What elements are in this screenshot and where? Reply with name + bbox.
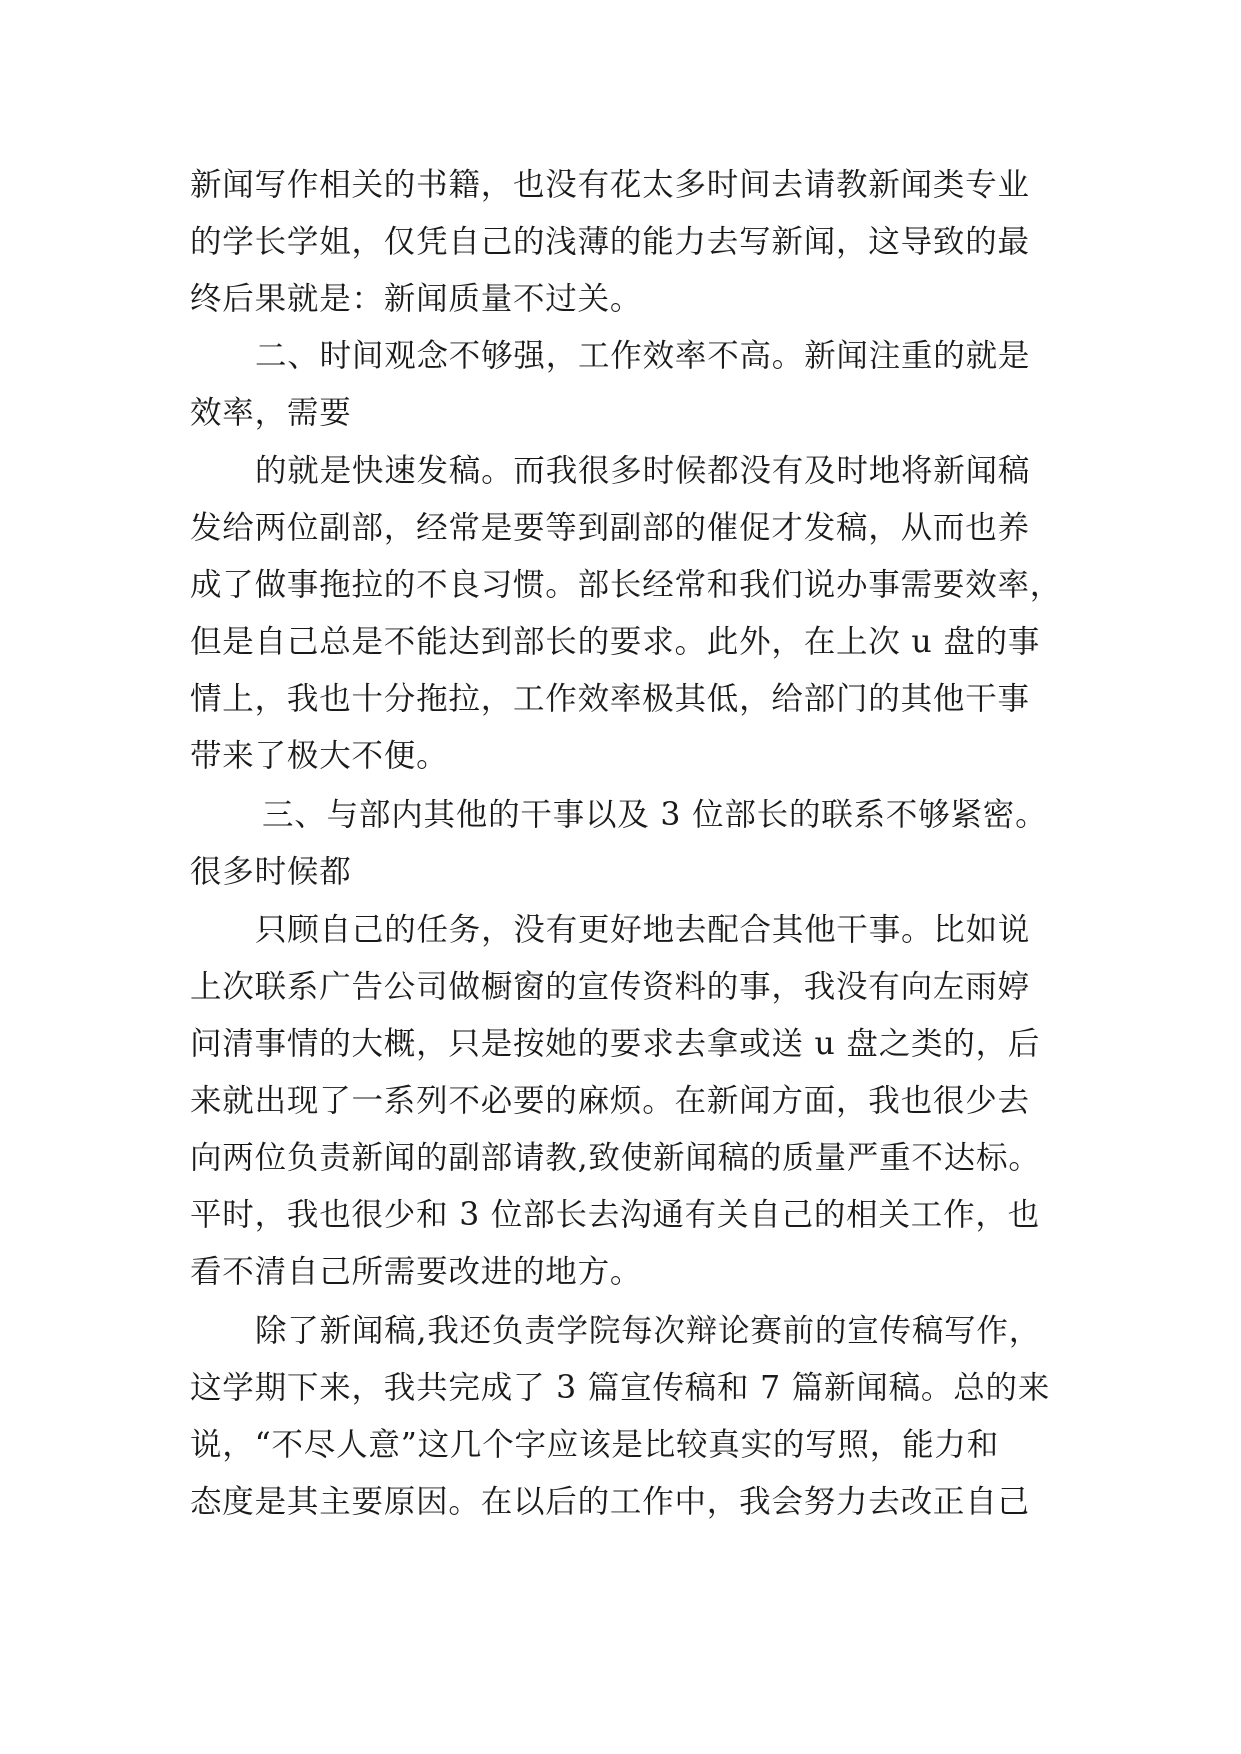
text-line: 发给两位副部，经常是要等到副部的催促才发稿，从而也养 xyxy=(190,510,1030,546)
text-line: 态度是其主要原因。在以后的工作中，我会努力去改正自己 xyxy=(190,1484,1030,1520)
text-line: 除了新闻稿,我还负责学院每次辩论赛前的宣传稿写作， xyxy=(255,1313,1042,1349)
text-line: 很多时候都 xyxy=(190,854,352,890)
text-line: 的就是快速发稿。而我很多时候都没有及时地将新闻稿 xyxy=(255,453,1031,489)
text-line: 来就出现了一系列不必要的麻烦。在新闻方面，我也很少去 xyxy=(190,1083,1030,1119)
text-line: 只顾自己的任务，没有更好地去配合其他干事。比如说 xyxy=(255,912,1031,948)
section-heading-2: 二、时间观念不够强，工作效率不高。新闻注重的就是 xyxy=(255,338,1031,374)
text-line: 新闻写作相关的书籍，也没有花太多时间去请教新闻类专业 xyxy=(190,167,1030,203)
text-line: 说，“不尽人意”这几个字应该是比较真实的写照，能力和 xyxy=(190,1427,1000,1463)
text-line: 效率，需要 xyxy=(190,395,352,431)
text-line: 但是自己总是不能达到部长的要求。此外，在上次 u 盘的事 xyxy=(190,624,1041,660)
text-line: 看不清自己所需要改进的地方。 xyxy=(190,1254,643,1290)
text-line: 带来了极大不便。 xyxy=(190,738,449,774)
section-heading-3: 三、与部内其他的干事以及 3 位部长的联系不够紧密。 xyxy=(262,797,1048,833)
text-line: 上次联系广告公司做橱窗的宣传资料的事，我没有向左雨婷 xyxy=(190,969,1030,1005)
text-line: 问清事情的大概，只是按她的要求去拿或送 u 盘之类的，后 xyxy=(190,1026,1041,1062)
text-line: 终后果就是：新闻质量不过关。 xyxy=(190,281,643,317)
text-line: 这学期下来，我共完成了 3 篇宣传稿和 7 篇新闻稿。总的来 xyxy=(190,1370,1051,1406)
text-line: 的学长学姐，仅凭自己的浅薄的能力去写新闻，这导致的最 xyxy=(190,224,1030,260)
text-line: 情上，我也十分拖拉，工作效率极其低，给部门的其他干事 xyxy=(190,681,1030,717)
text-line: 向两位负责新闻的副部请教,致使新闻稿的质量严重不达标。 xyxy=(190,1140,1041,1176)
text-line: 平时，我也很少和 3 位部长去沟通有关自己的相关工作，也 xyxy=(190,1197,1040,1233)
text-line: 成了做事拖拉的不良习惯。部长经常和我们说办事需要效率， xyxy=(190,567,1063,603)
